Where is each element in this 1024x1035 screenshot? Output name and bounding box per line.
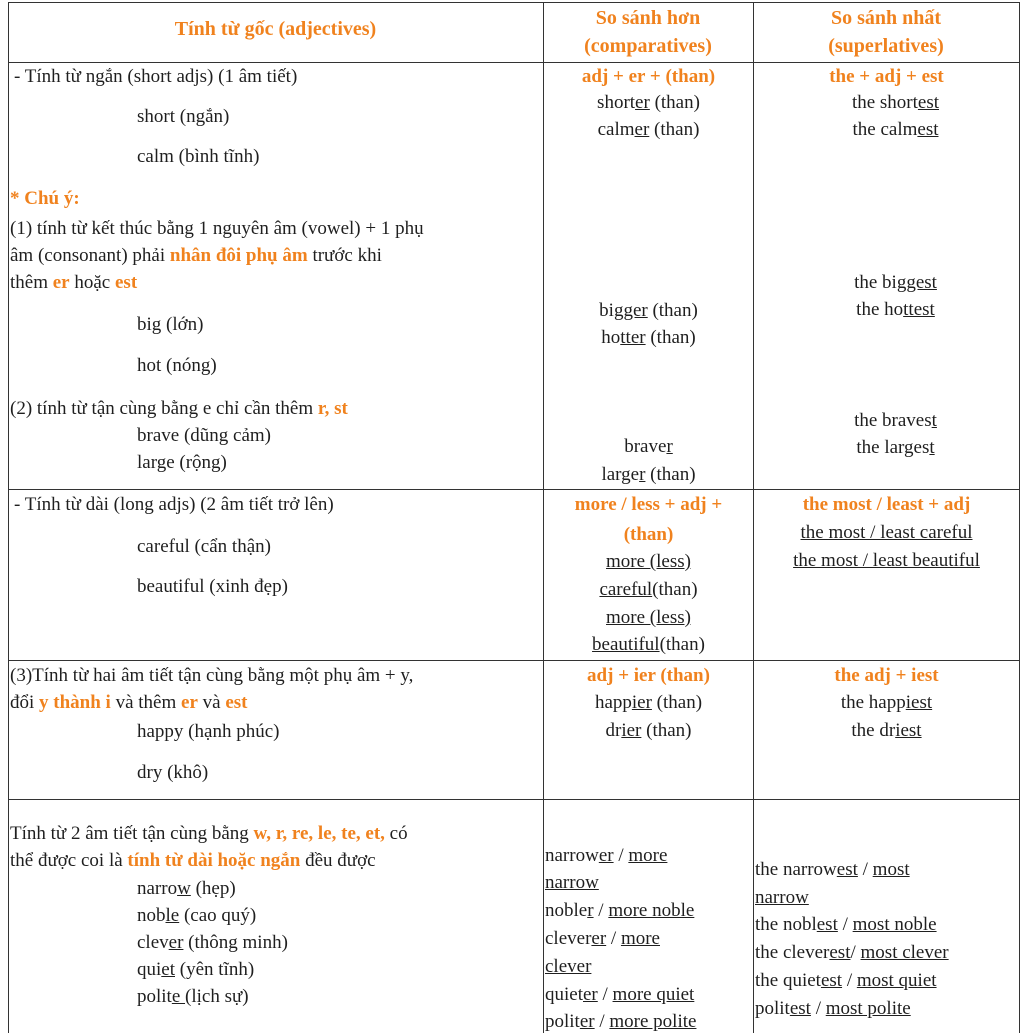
row-flexible-superlatives <box>755 799 1019 1035</box>
row-y-comparatives <box>544 660 753 799</box>
row-title: thể được coi là tính từ dài hoặc ngắn đều được <box>10 850 376 871</box>
example: the noblest / most noble <box>755 914 937 935</box>
example: the driest <box>851 720 922 741</box>
example: clever <box>545 956 592 977</box>
row-long-adjectives <box>10 489 543 660</box>
formula: adj + er + (than) <box>581 66 716 87</box>
row-title: - Tính từ dài (long adjs) (2 âm tiết trở lên) <box>14 494 334 515</box>
formula: more / less + adj + <box>574 494 723 515</box>
example: happier (than) <box>594 692 703 713</box>
formula: the most / least + adj <box>802 494 971 515</box>
example: the largest <box>856 437 935 458</box>
example: the most / least careful <box>800 522 973 543</box>
table-border-right <box>1019 2 1020 1033</box>
row-y-adjectives <box>10 660 543 799</box>
row-long-comparatives <box>544 489 753 660</box>
row-flexible-comparatives <box>545 799 753 1035</box>
example: more (less) <box>606 551 691 572</box>
example: quiet (yên tĩnh) <box>137 959 255 980</box>
formula: adj + ier (than) <box>587 665 710 686</box>
example: politest / most polite <box>755 998 911 1019</box>
row-title: - Tính từ ngắn (short adjs) (1 âm tiết) <box>14 66 298 87</box>
example: beautiful(than) <box>592 634 705 655</box>
example: drier (than) <box>605 720 692 741</box>
row-title: Tính từ 2 âm tiết tận cùng bằng w, r, re, le, te, et, có <box>10 823 408 844</box>
example: dry (khô) <box>137 762 209 783</box>
row-short-comparatives <box>544 62 753 489</box>
example: narrow <box>545 872 599 893</box>
formula: the adj + iest <box>834 665 939 686</box>
example: narrow <box>755 887 809 908</box>
example: the bravest <box>854 410 937 431</box>
example: calmer (than) <box>597 119 700 140</box>
example: the happiest <box>840 692 933 713</box>
example: the most / least beautiful <box>793 550 980 571</box>
example: cleverer / more <box>545 928 660 949</box>
formula: the + adj + est <box>829 66 944 87</box>
example: the cleverest/ most clever <box>755 942 949 963</box>
example: careful(than) <box>599 579 698 600</box>
example: brave (dũng cảm) <box>137 425 271 446</box>
example: hotter (than) <box>601 327 696 348</box>
example: the quietest / most quiet <box>755 970 937 991</box>
example: hot (nóng) <box>137 355 217 376</box>
table-border-left <box>8 2 9 1033</box>
row-long-superlatives <box>754 489 1019 660</box>
example: bigger (than) <box>599 300 698 321</box>
example: careful (cẩn thận) <box>137 536 271 557</box>
row-short-adjectives <box>10 62 543 489</box>
example: noble (cao quý) <box>137 905 257 926</box>
example: braver <box>624 436 673 457</box>
example: quieter / more quiet <box>545 984 695 1005</box>
example: the hottest <box>856 299 935 320</box>
example: polite (lịch sự) <box>137 986 249 1007</box>
example: narrow (hẹp) <box>137 878 236 899</box>
table-border-top <box>8 2 1020 3</box>
note-text: âm (consonant) phải nhân đôi phụ âm trước khi <box>10 245 382 266</box>
example: the calmest <box>852 119 939 140</box>
example: larger (than) <box>601 464 696 485</box>
example: clever (thông minh) <box>137 932 288 953</box>
example: narrower / more <box>545 845 668 866</box>
row-short-superlatives <box>754 62 1019 489</box>
example: the shortest <box>851 92 940 113</box>
example: calm (bình tĩnh) <box>137 146 260 167</box>
example: the biggest <box>854 272 937 293</box>
note-label: * Chú ý: <box>10 188 80 209</box>
example: nobler / more noble <box>545 900 695 921</box>
example: politer / more polite <box>545 1011 697 1032</box>
note-text: thêm er hoặc est <box>10 272 138 293</box>
example: beautiful (xinh đẹp) <box>137 576 288 597</box>
header-superlatives: So sánh nhất (superlatives) <box>828 7 944 57</box>
note-text: (1) tính từ kết thúc bằng 1 nguyên âm (vowel) + 1 phụ <box>10 218 424 239</box>
example: the narrowest / most <box>755 859 910 880</box>
example: short (ngắn) <box>137 106 230 127</box>
header-comparatives: So sánh hơn (comparatives) <box>584 7 712 57</box>
example: large (rộng) <box>137 452 227 473</box>
example: big (lớn) <box>137 314 204 335</box>
example: more (less) <box>606 607 691 628</box>
row-y-superlatives <box>754 660 1019 799</box>
header-adjectives: Tính từ gốc (adjectives) <box>174 18 377 40</box>
example: happy (hạnh phúc) <box>137 721 280 742</box>
row-flexible-adjectives <box>10 799 543 1035</box>
formula: (than) <box>623 524 674 545</box>
example: shorter (than) <box>597 92 700 113</box>
note-text: (2) tính từ tận cùng bằng e chỉ cần thêm r, st <box>10 398 348 419</box>
row-title: đổi y thành i và thêm er và est <box>10 692 248 713</box>
row-title: (3)Tính từ hai âm tiết tận cùng bằng một phụ âm + y, <box>10 665 414 686</box>
